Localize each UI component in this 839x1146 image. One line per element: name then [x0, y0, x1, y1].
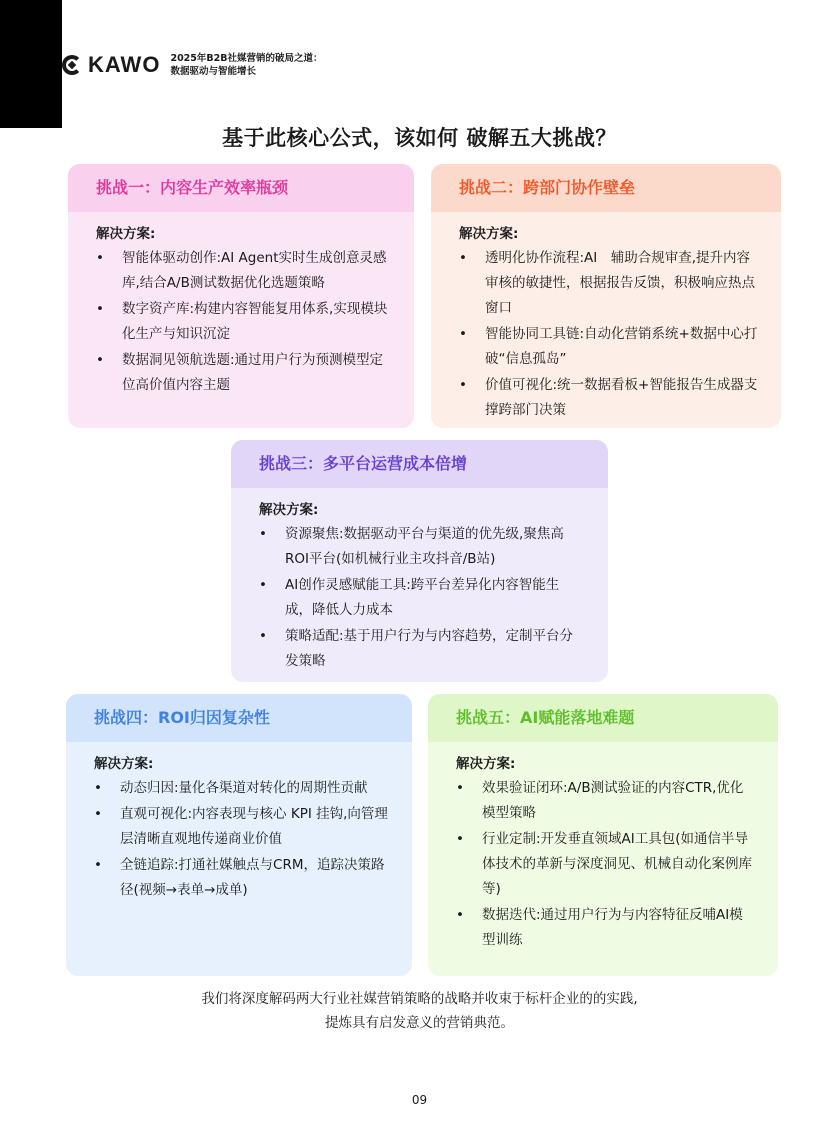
kawo-logo-icon — [62, 55, 82, 75]
logo-text: KAWO — [88, 52, 161, 77]
solution-label: 解决方案: — [259, 502, 319, 518]
solution-item: • 智能体驱动创作:AI Agent实时生成创意灵感库,结合A/B测试数据优化选题策略 — [96, 246, 392, 296]
solution-item: • 资源聚焦:数据驱动平台与渠道的优先级,聚焦高ROI平台(如机械行业主攻抖音/B站) — [259, 522, 586, 572]
report-subtitle-line2: 数据驱动与智能增长 — [170, 66, 256, 77]
solution-item: • 直观可视化:内容表现与核心 KPI 挂钩,向管理层清晰直观地传递商业价值 — [94, 802, 390, 852]
solution-label: 解决方案: — [459, 226, 519, 242]
solution-list — [456, 776, 756, 953]
solution-item: • 智能协同工具链:自动化营销系统+数据中心打破“信息孤岛” — [459, 322, 759, 372]
solution-item: • 效果验证闭环:A/B测试验证的内容CTR,优化模型策略 — [456, 776, 756, 826]
challenge-card-2 — [431, 164, 781, 428]
challenge-heading: 挑战五：AI赋能落地难题 — [428, 694, 778, 742]
solution-item: • 全链追踪:打通社媒触点与CRM，追踪决策路径(视频→表单→成单) — [94, 853, 390, 903]
report-subtitle-line1: 2025年B2B社媒营销的破局之道： — [170, 53, 323, 64]
report-subtitle — [170, 52, 322, 78]
solution-item: • 数据迭代:通过用户行为与内容特征反哺AI模型训练 — [456, 903, 756, 953]
challenge-heading: 挑战一：内容生产效率瓶颈 — [68, 164, 414, 212]
closing-text-line1: 我们将深度解码两大行业社媒营销策略的战略并收束于标杆企业的的实践, — [201, 991, 638, 1007]
solution-list — [459, 246, 759, 423]
solution-item: • 数字资产库:构建内容智能复用体系,实现模块化生产与知识沉淀 — [96, 297, 392, 347]
challenge-card-1 — [68, 164, 414, 428]
page-number: 09 — [411, 1093, 428, 1107]
solution-item: • 透明化协作流程:AI 辅助合规审查,提升内容审核的敏捷性，根据报告反馈，积极响应热点窗口 — [459, 246, 759, 321]
solution-label: 解决方案: — [94, 756, 154, 772]
challenge-heading: 挑战三：多平台运营成本倍增 — [231, 440, 608, 488]
challenge-heading: 挑战二：跨部门协作壁垒 — [431, 164, 781, 212]
closing-text — [0, 987, 839, 1035]
header — [62, 52, 323, 78]
challenge-card-3 — [231, 440, 608, 682]
solution-list — [94, 776, 390, 903]
solution-label: 解决方案: — [96, 226, 156, 242]
solution-label: 解决方案: — [456, 756, 516, 772]
page-title: 基于此核心公式，该如何 破解五大挑战？ — [222, 126, 617, 150]
solution-item: • 价值可视化:统一数据看板+智能报告生成器支撑跨部门决策 — [459, 373, 759, 423]
challenge-card-4 — [66, 694, 412, 976]
solution-item: • AI创作灵感赋能工具:跨平台差异化内容智能生成，降低人力成本 — [259, 573, 586, 623]
solution-item: • 策略适配:基于用户行为与内容趋势，定制平台分发策略 — [259, 624, 586, 674]
solution-item: • 行业定制:开发垂直领域AI工具包(如通信半导体技术的革新与深度洞见、机械自动化案例库等) — [456, 827, 756, 902]
solution-item: • 动态归因:量化各渠道对转化的周期性贡献 — [94, 776, 390, 801]
challenge-card-5 — [428, 694, 778, 976]
challenge-heading: 挑战四：ROI归因复杂性 — [66, 694, 412, 742]
closing-text-line2: 提炼具有启发意义的营销典范。 — [325, 1015, 514, 1031]
solution-list — [259, 522, 586, 674]
solution-item: • 数据洞见领航选题:通过用户行为预测模型定位高价值内容主题 — [96, 348, 392, 398]
solution-list — [96, 246, 392, 398]
black-corner-block — [0, 0, 62, 128]
kawo-logo — [62, 52, 160, 78]
